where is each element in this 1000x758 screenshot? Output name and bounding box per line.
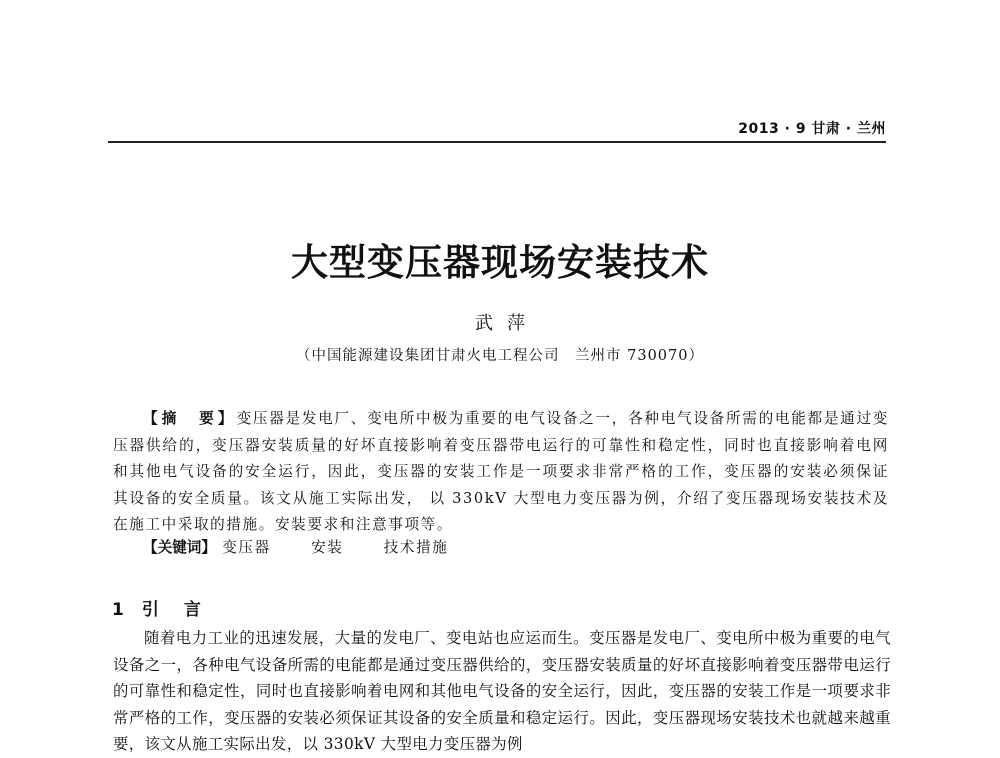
header-rule xyxy=(108,141,886,143)
paper-title: 大型变压器现场安装技术 xyxy=(291,240,709,284)
author-affiliation: （中国能源建设集团甘肃火电工程公司 兰州市 730070） xyxy=(296,348,704,364)
keyword-item: 安装 xyxy=(311,539,344,556)
keywords xyxy=(143,536,483,557)
abstract-indent xyxy=(113,410,143,427)
author-name: 武萍 xyxy=(475,313,539,334)
section-number: 1 xyxy=(112,600,128,620)
paragraph-text: 随着电力工业的迅速发展，大量的发电厂、变电站也应运而生。变压器是发电厂、变电所中极为重要的电气设备之一，各种电气设备所需的电能都是通过变压器供给的，变压器安装质量的好坏直接影响着变压器带电运行的可靠性和稳定性，同时也直接影响着电网和其他电气设备的安全运行，因此，变压器的安装工作是一项要求非常严格的工作，变压器的安装必须保证其设备的安全质量和稳定运行。因此，变压器现场安装技术也就越来越重要，该文从施工实际出发，以 330kV 大型电力变压器为例 xyxy=(113,629,891,753)
abstract-text: 变压器是发电厂、变电所中极为重要的电气设备之一，各种电气设备所需的电能都是通过变压器供给的，变压器安装质量的好坏直接影响着变压器带电运行的可靠性和稳定性，同时也直接影响着电网和其他电气设备的安全运行，因此，变压器的安装工作是一项要求非常严格的工作，变压器的安装必须保证其设备的安全质量。该文从施工实际出发， 以 330kV 大型电力变压器为例，介绍了变压器现场安装技术及在施工中采取的措施。安装要求和注意事项等。 xyxy=(113,410,889,533)
keyword-item: 变压器 xyxy=(222,539,271,556)
running-head: 2013 · 9 甘肃 · 兰州 xyxy=(738,121,886,137)
section-title: 引 言 xyxy=(141,600,205,620)
body-paragraph xyxy=(113,625,891,758)
keywords-label: 【关键词】 xyxy=(143,539,216,556)
paragraph-indent xyxy=(113,629,144,647)
abstract xyxy=(113,406,889,539)
keyword-item: 技术措施 xyxy=(383,539,449,556)
abstract-label: 【摘 要】 xyxy=(143,410,237,427)
section-heading xyxy=(112,595,205,620)
